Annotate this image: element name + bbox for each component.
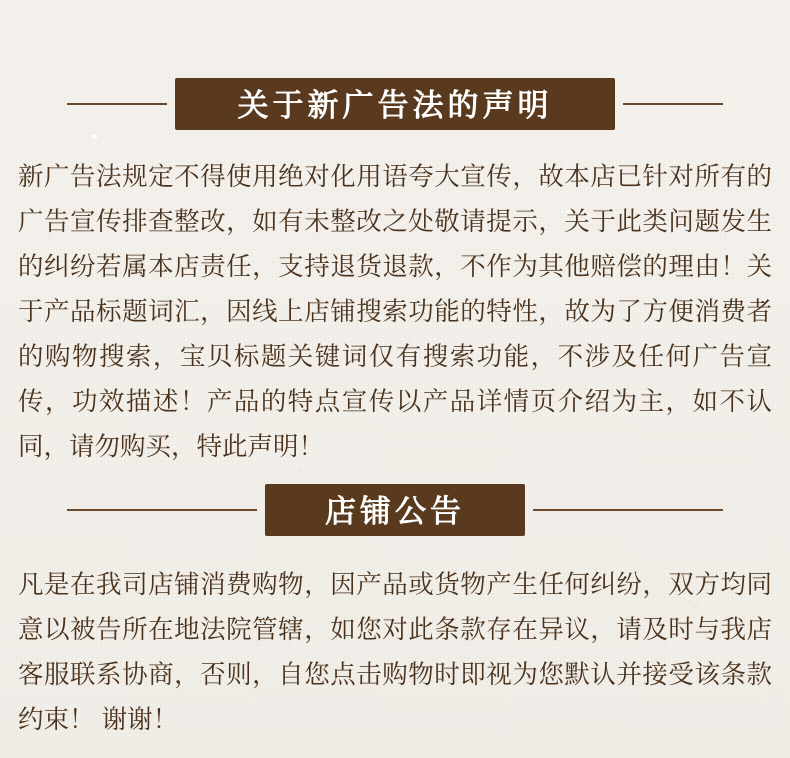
section-heading-announcement (0, 484, 790, 536)
heading-banner-ad-law: 关于新广告法的声明 (175, 78, 615, 130)
body-text-announcement: 凡是在我司店铺消费购物，因产品或货物产生任何纠纷，双方均同意以被告所在地法院管辖，如您对此条款存在异议，请及时与我店客服联系协商，否则，自您点击购物时即视为您默认并接受该条款约束！ 谢谢！ (18, 571, 772, 734)
heading-rule-left-2 (67, 509, 257, 511)
heading-banner-announcement: 店铺公告 (265, 484, 525, 536)
section-heading-ad-law (0, 78, 790, 130)
heading-rule-right (623, 103, 723, 105)
body-text-ad-law: 新广告法规定不得使用绝对化用语夸大宣传，故本店已针对所有的广告宣传排查整改，如有未整改之处敬请提示，关于此类问题发生的纠纷若属本店责任，支持退货退款，不作为其他赔偿的理由！关于产品标题词汇，因线上店铺搜索功能的特性，故为了方便消费者的购物搜索，宝贝标题关键词仅有搜索功能，不涉及任何广告宣传，功效描述！产品的特点宣传以产品详情页介绍为主，如不认同，请勿购买，特此声明！ (18, 163, 772, 461)
heading-rule-left (67, 103, 167, 105)
heading-rule-right-2 (533, 509, 723, 511)
